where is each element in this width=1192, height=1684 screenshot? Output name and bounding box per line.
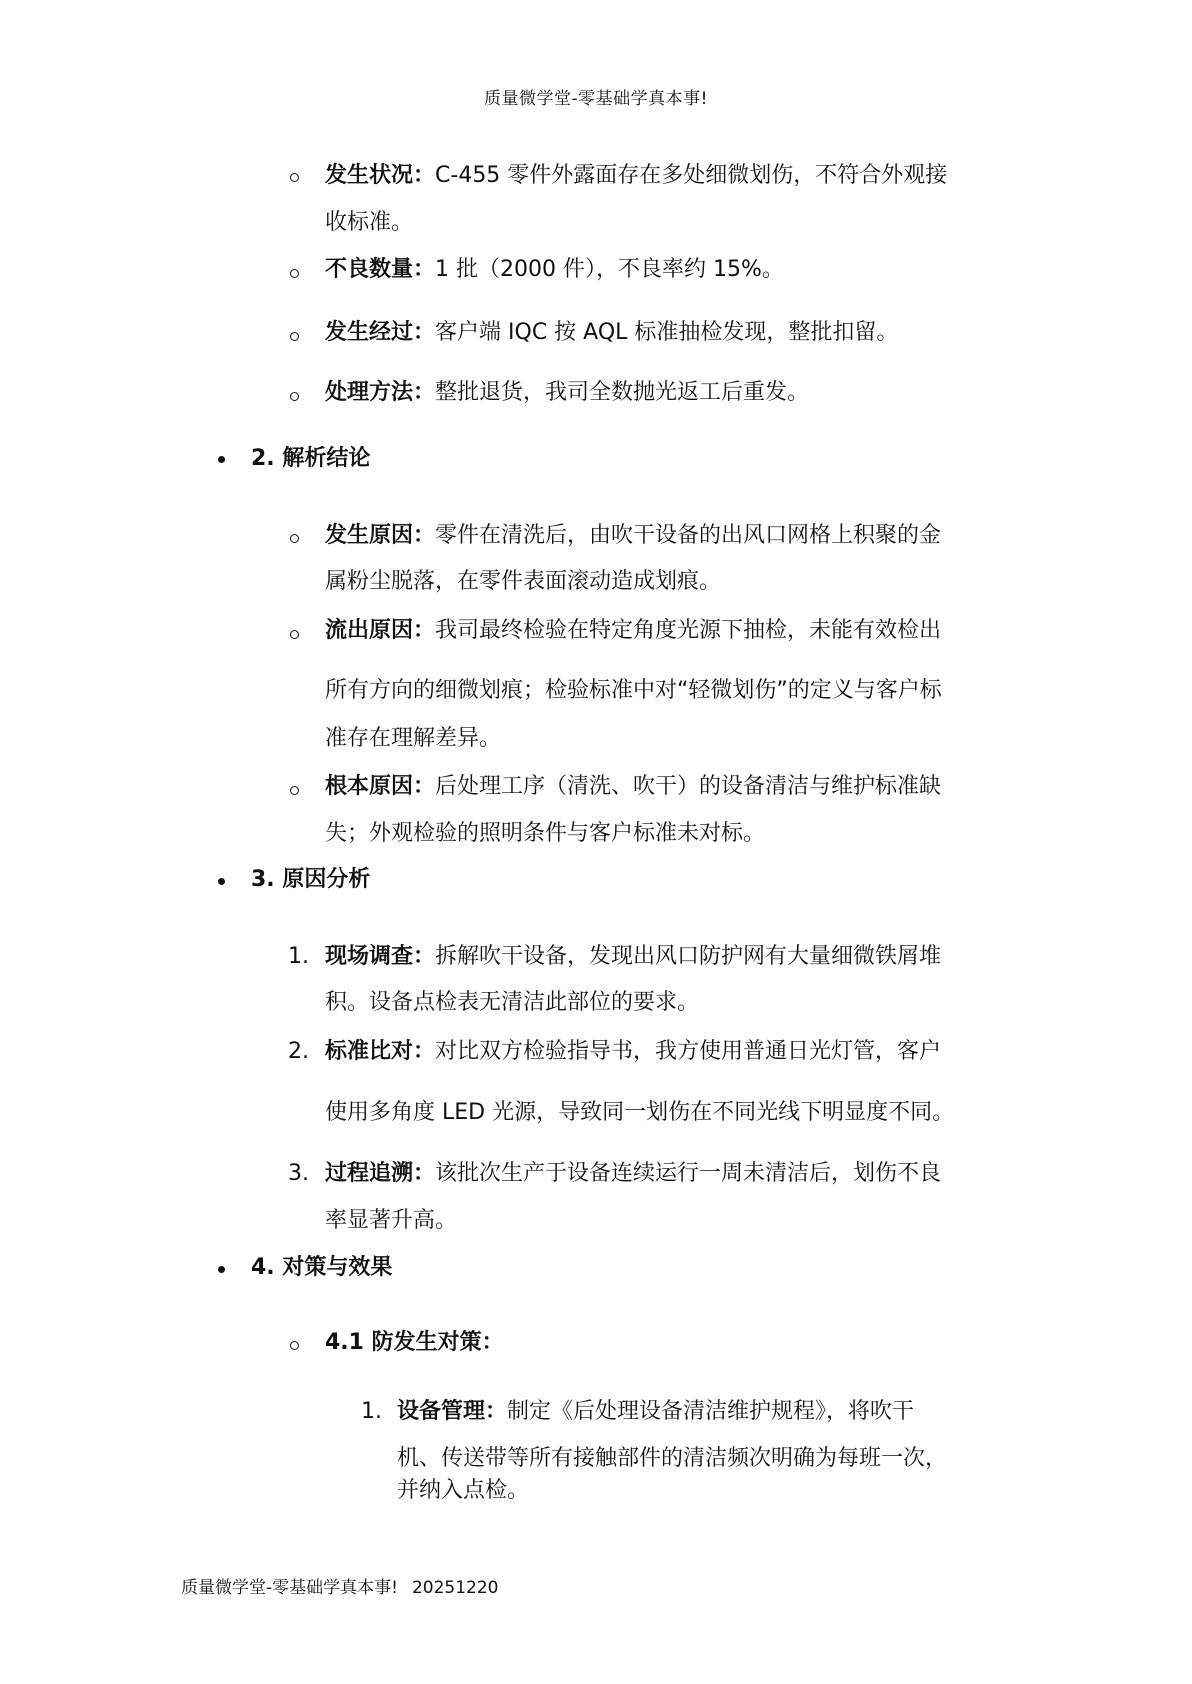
list-item-line (325, 1041, 941, 1063)
list-item-line: 所有方向的细微划痕；检验标准中对“轻微划伤”的定义与客户标 (325, 678, 942, 703)
bullet-circle-icon (290, 332, 299, 341)
list-item-line: 使用多角度 LED 光源，导致同一划伤在不同光线下明显度不同。 (325, 1100, 955, 1125)
item-text: 客户端 IQC 按 AQL 标准抽检发现，整批扣留。 (435, 320, 899, 345)
list-item-line: 并纳入点检。 (397, 1478, 530, 1503)
footer-text: 质量微学堂-零基础学真本事! (181, 1578, 398, 1598)
section-heading: 2. 解析结论 (251, 446, 371, 471)
bullet-circle-icon (290, 786, 299, 795)
list-item-line: 准存在理解差异。 (325, 726, 502, 751)
list-item-line (325, 1163, 941, 1185)
list-item-line (325, 259, 784, 281)
list-number: 1. (361, 1399, 382, 1424)
list-item-line (325, 620, 941, 642)
footer-date: 20251220 (411, 1578, 499, 1598)
bullet-circle-icon (290, 173, 299, 182)
item-label: 发生原因： (325, 523, 436, 548)
item-label: 流出原因： (325, 618, 436, 643)
list-item-line (325, 322, 898, 344)
page-header: 质量微学堂-零基础学真本事! (484, 89, 708, 109)
bullet-dot-icon (218, 878, 225, 885)
subsection-heading: 4.1 防发生对策： (325, 1330, 504, 1355)
list-number: 2. (288, 1039, 309, 1064)
item-label: 不良数量： (325, 257, 436, 282)
list-item-line: 积。设备点检表无清洁此部位的要求。 (325, 990, 700, 1015)
list-item-line (325, 525, 941, 547)
page-footer (181, 1573, 498, 1598)
bullet-circle-icon (290, 1341, 299, 1350)
item-text: 对比双方检验指导书，我方使用普通日光灯管，客户 (435, 1039, 942, 1064)
list-item-line: 收标准。 (325, 210, 414, 235)
item-text: 1 批（2000 件），不良率约 15%。 (435, 257, 784, 282)
bullet-circle-icon (290, 534, 299, 543)
item-label: 处理方法： (325, 380, 436, 405)
section-heading: 4. 对策与效果 (251, 1255, 393, 1280)
bullet-dot-icon (218, 456, 225, 463)
bullet-circle-icon (290, 392, 299, 401)
list-item-line: 失；外观检验的照明条件与客户标准未对标。 (325, 821, 766, 846)
item-text: 拆解吹干设备，发现出风口防护网有大量细微铁屑堆 (435, 944, 942, 969)
item-text: 整批退货，我司全数抛光返工后重发。 (435, 380, 810, 405)
section-heading: 3. 原因分析 (251, 867, 371, 892)
list-item-line (325, 946, 941, 968)
list-item-line (325, 382, 809, 404)
item-text: 制定《后处理设备清洁维护规程》，将吹干 (507, 1399, 915, 1424)
list-item-line: 率显著升高。 (325, 1208, 458, 1233)
item-label: 设备管理： (397, 1399, 508, 1424)
list-item-line (397, 1401, 914, 1423)
item-label: 发生经过： (325, 320, 436, 345)
item-text: 后处理工序（清洗、吹干）的设备清洁与维护标准缺 (435, 774, 942, 799)
item-label: 发生状况： (325, 163, 436, 188)
list-number: 3. (288, 1161, 309, 1186)
list-item-line: 属粉尘脱落，在零件表面滚动造成划痕。 (325, 569, 722, 594)
bullet-circle-icon (290, 630, 299, 639)
list-item-line: 机、传送带等所有接触部件的清洁频次明确为每班一次， (397, 1446, 948, 1471)
list-item-line (325, 165, 947, 187)
list-number: 1. (288, 944, 309, 969)
item-label: 现场调查： (325, 944, 436, 969)
list-item-line (325, 776, 941, 798)
bullet-dot-icon (218, 1266, 225, 1273)
item-label: 根本原因： (325, 774, 436, 799)
item-text: 我司最终检验在特定角度光源下抽检，未能有效检出 (435, 618, 942, 643)
item-text: 零件在清洗后，由吹干设备的出风口网格上积聚的金 (435, 523, 942, 548)
item-label: 标准比对： (325, 1039, 436, 1064)
item-label: 过程追溯： (325, 1161, 436, 1186)
item-text: 该批次生产于设备连续运行一周未清洁后，划伤不良 (435, 1161, 942, 1186)
bullet-circle-icon (290, 269, 299, 278)
item-text: C-455 零件外露面存在多处细微划伤，不符合外观接 (435, 163, 948, 188)
